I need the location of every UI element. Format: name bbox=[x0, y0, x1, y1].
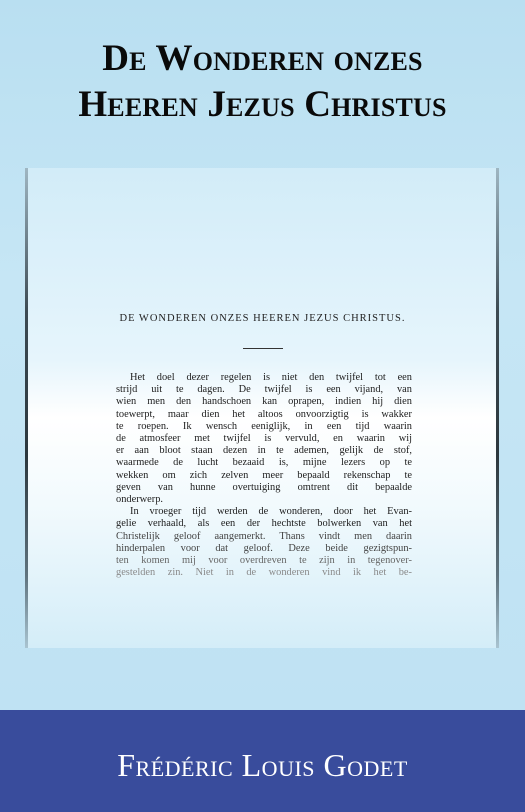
text-line: gestelden zin. Niet in de wonderen vind ik het be- bbox=[116, 567, 412, 579]
book-title bbox=[0, 36, 525, 128]
text-line: waarmede de lucht bezaaid is, mijne lezers op te bbox=[116, 457, 412, 469]
text-line: de atmosfeer met twijfel is vervuld, en waarin wij bbox=[116, 433, 412, 445]
text-line: hinderpalen voor dat geloof. Deze beide gezigtspun- bbox=[116, 542, 412, 554]
page-edge-left bbox=[25, 168, 28, 648]
text-line: er aan bloot staan dezen in te ademen, gelijk de stof, bbox=[116, 445, 412, 457]
text-line: toewerpt, maar dien het altoos onvoorzigtig is wakker bbox=[116, 408, 412, 420]
text-line: Het doel dezer regelen is niet den twijfel tot een bbox=[130, 372, 412, 383]
text-line: onderwerp. bbox=[116, 494, 164, 506]
page-edge-right bbox=[496, 168, 499, 648]
author-name: Frédéric Louis Godet bbox=[117, 747, 408, 783]
text-line: geven van hunne overtuiging omtrent dit bepaalde bbox=[116, 481, 412, 493]
text-line: strijd uit te dagen. De twijfel is een vijand, van bbox=[116, 384, 412, 396]
heading-divider bbox=[243, 348, 283, 349]
text-line: wekken om zich zelven meer bepaald rekenschap te bbox=[116, 469, 412, 481]
text-line: ten komen mij voor overdreven te zijn in tegenover- bbox=[116, 555, 412, 567]
scanned-page-text bbox=[116, 372, 412, 579]
book-title-line-1: De Wonderen onzes bbox=[102, 38, 423, 79]
text-line: wien men den handschoen kan oprapen, indien hij dien bbox=[116, 396, 412, 408]
scanned-page-heading: DE WONDEREN ONZES HEEREN JEZUS CHRISTUS. bbox=[119, 313, 406, 324]
text-line: te roepen. Ik wensch eeniglijk, in een tijd waarin bbox=[116, 420, 412, 432]
text-line: Christelijk geloof aangemerkt. Thans vindt men daarin bbox=[116, 530, 412, 542]
text-line: gelie verhaald, als een der hechtste bolwerken van het bbox=[116, 518, 412, 530]
book-title-line-2: Heeren Jezus Christus bbox=[78, 84, 447, 125]
text-line: In vroeger tijd werden de wonderen, door het Evan- bbox=[130, 506, 412, 518]
